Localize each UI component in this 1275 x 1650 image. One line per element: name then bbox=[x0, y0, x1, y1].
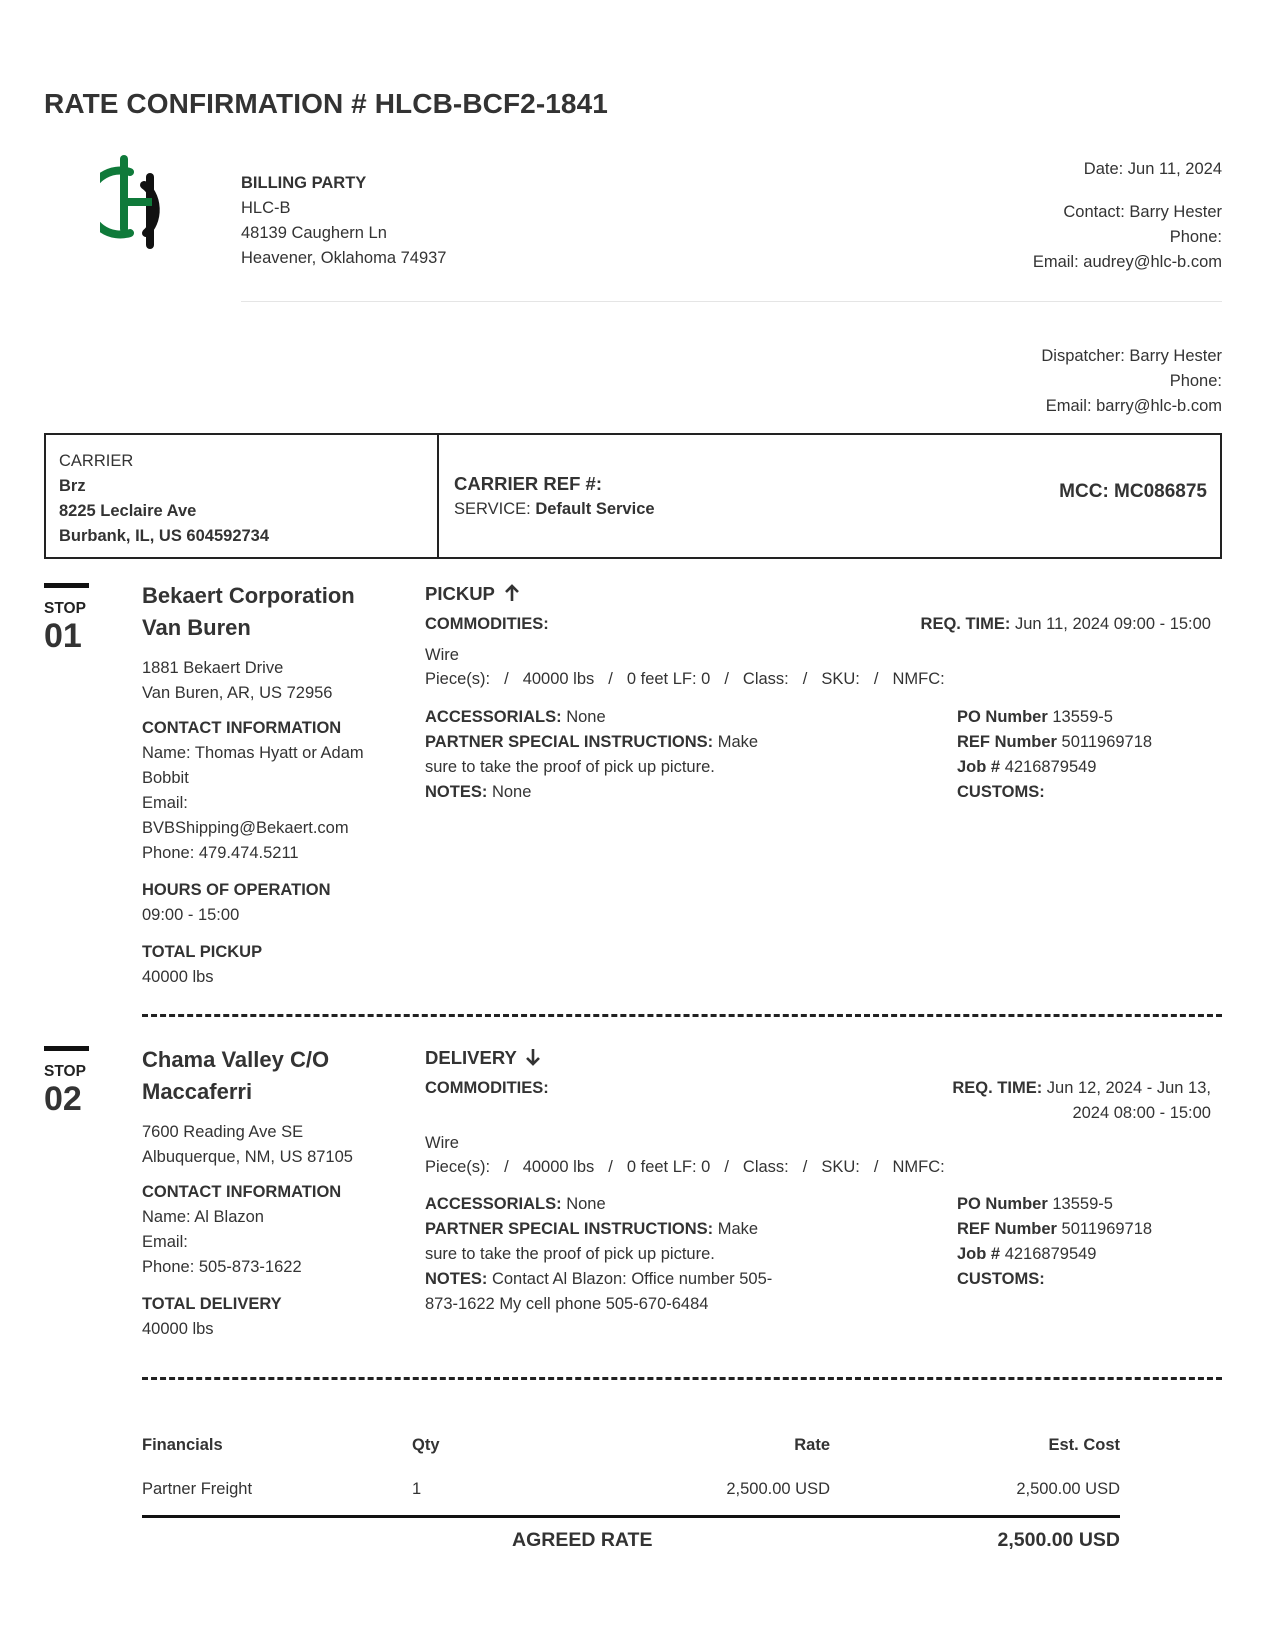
commodities-label: COMMODITIES: bbox=[425, 615, 549, 633]
req-time bbox=[921, 612, 1211, 637]
separator: / bbox=[504, 670, 509, 688]
stop-details bbox=[425, 1192, 805, 1317]
notes-value-cont: 873-1622 My cell phone 505-670-6484 bbox=[425, 1295, 709, 1313]
hlc-logo-icon bbox=[100, 155, 180, 250]
job-value: 4216879549 bbox=[1004, 1245, 1097, 1263]
stop-location bbox=[142, 1044, 392, 1342]
contact-heading: CONTACT INFORMATION bbox=[142, 719, 342, 737]
billing-heading: BILLING PARTY bbox=[241, 174, 367, 192]
billing-address-line1: 48139 Caughern Ln bbox=[241, 224, 387, 242]
job-label: Job # bbox=[957, 1245, 1001, 1263]
commodity-name: Wire bbox=[425, 1134, 459, 1152]
ref-value: 5011969718 bbox=[1061, 1220, 1153, 1238]
req-time bbox=[952, 1076, 1211, 1126]
dispatcher-email: Email: barry@hlc-b.com bbox=[1045, 397, 1222, 415]
po-label: PO Number bbox=[957, 708, 1048, 726]
stop-type-label: DELIVERY bbox=[425, 1047, 517, 1068]
job-value: 4216879549 bbox=[1004, 758, 1097, 776]
line-item-qty: 1 bbox=[412, 1480, 422, 1498]
accessorials-value: None bbox=[566, 708, 606, 726]
qty-header: Qty bbox=[412, 1436, 440, 1454]
accessorials-label: ACCESSORIALS: bbox=[425, 1195, 562, 1213]
separator: / bbox=[873, 1158, 879, 1176]
notes-label: NOTES: bbox=[425, 1270, 488, 1288]
special-instructions-value-cont: sure to take the proof of pick up picture. bbox=[425, 1245, 715, 1263]
billing-party bbox=[241, 171, 446, 271]
total-rule bbox=[142, 1515, 1120, 1518]
accessorials-label: ACCESSORIALS: bbox=[425, 708, 562, 726]
reference-numbers bbox=[957, 705, 1152, 805]
contact-name: Contact: Barry Hester bbox=[1063, 203, 1222, 221]
carrier-box bbox=[44, 433, 1222, 559]
carrier-address-line2: Burbank, IL, US 604592734 bbox=[59, 527, 270, 545]
stop-type bbox=[425, 1045, 541, 1072]
special-instructions-value: Make bbox=[717, 733, 759, 751]
stop-type-label: PICKUP bbox=[425, 583, 495, 604]
commodities-label: COMMODITIES: bbox=[425, 1079, 549, 1097]
carrier-name: Brz bbox=[59, 477, 86, 495]
req-time-label: REQ. TIME: bbox=[920, 615, 1011, 633]
pieces-field: 0 feet LF: 0 bbox=[626, 1158, 711, 1176]
mcc-number: MCC: MC086875 bbox=[1059, 481, 1207, 502]
commodity-name: Wire bbox=[425, 646, 459, 664]
stop-address-line2: Van Buren, AR, US 72956 bbox=[142, 684, 333, 702]
contact-name-line2: Bobbit bbox=[142, 769, 189, 787]
job-label: Job # bbox=[957, 758, 1001, 776]
contact-phone: Phone: 479.474.5211 bbox=[142, 844, 299, 862]
stop-name-line2: Van Buren bbox=[142, 615, 251, 640]
contact-email: Email: audrey@hlc-b.com bbox=[1032, 253, 1222, 271]
line-item-rate: 2,500.00 USD bbox=[726, 1480, 830, 1498]
stop-name-line2: Maccaferri bbox=[142, 1079, 253, 1104]
contact-email-label: Email: bbox=[142, 794, 188, 812]
contact-email-label: Email: bbox=[142, 1233, 188, 1251]
special-instructions-label: PARTNER SPECIAL INSTRUCTIONS: bbox=[425, 733, 714, 751]
stop-name-line1: Bekaert Corporation bbox=[142, 583, 355, 608]
stop-label: STOP bbox=[44, 600, 86, 617]
ref-label: REF Number bbox=[957, 733, 1057, 751]
stop-marker bbox=[44, 583, 89, 653]
special-instructions-value-cont: sure to take the proof of pick up picture. bbox=[425, 758, 715, 776]
special-instructions-value: Make bbox=[717, 1220, 759, 1238]
stop-bar bbox=[44, 583, 89, 588]
dispatcher-name: Dispatcher: Barry Hester bbox=[1041, 347, 1222, 365]
billing-address-line2: Heavener, Oklahoma 74937 bbox=[241, 249, 447, 267]
ref-value: 5011969718 bbox=[1061, 733, 1153, 751]
carrier-reference bbox=[441, 435, 1220, 557]
financials-header-row bbox=[142, 1433, 1120, 1477]
stop-address-line2: Albuquerque, NM, US 87105 bbox=[142, 1148, 353, 1166]
stop-label: STOP bbox=[44, 1063, 86, 1080]
divider bbox=[241, 301, 1222, 302]
stop-name-line1: Chama Valley C/O bbox=[142, 1047, 330, 1072]
contact-heading: CONTACT INFORMATION bbox=[142, 1183, 342, 1201]
stop-details bbox=[425, 705, 805, 805]
stop-bar bbox=[44, 1046, 89, 1051]
separator: / bbox=[724, 1158, 729, 1176]
financials-table bbox=[142, 1433, 1120, 1521]
req-time-value: Jun 11, 2024 09:00 - 15:00 bbox=[1014, 615, 1211, 633]
stop-location bbox=[142, 580, 392, 990]
special-instructions-label: PARTNER SPECIAL INSTRUCTIONS: bbox=[425, 1220, 714, 1238]
separator: / bbox=[504, 1158, 509, 1176]
carrier-label: CARRIER bbox=[59, 452, 134, 470]
pieces-line bbox=[425, 1155, 959, 1180]
req-time-label: REQ. TIME: bbox=[952, 1079, 1043, 1097]
pieces-field: NMFC: bbox=[892, 670, 945, 688]
rate-header: Rate bbox=[794, 1436, 830, 1454]
po-value: 13559-5 bbox=[1052, 708, 1113, 726]
line-item-cost: 2,500.00 USD bbox=[1016, 1480, 1120, 1498]
total-value: 40000 lbs bbox=[142, 968, 214, 986]
stop-type bbox=[425, 581, 520, 608]
service-value: Default Service bbox=[535, 500, 655, 518]
document-date: Date: Jun 11, 2024 bbox=[1083, 160, 1222, 178]
pieces-field: Piece(s): bbox=[425, 1158, 491, 1176]
separator: / bbox=[802, 670, 808, 688]
est-cost-header: Est. Cost bbox=[1048, 1436, 1120, 1454]
customs-label: CUSTOMS: bbox=[957, 1270, 1045, 1288]
stop-number: 01 bbox=[44, 617, 82, 655]
total-heading: TOTAL DELIVERY bbox=[142, 1295, 282, 1313]
page-title: RATE CONFIRMATION # HLCB-BCF2-1841 bbox=[44, 88, 608, 119]
separator: / bbox=[873, 670, 879, 688]
total-heading: TOTAL PICKUP bbox=[142, 943, 263, 961]
contact-name-line1: Name: Thomas Hyatt or Adam bbox=[142, 744, 364, 762]
pieces-field: NMFC: bbox=[892, 1158, 945, 1176]
separator: / bbox=[608, 1158, 613, 1176]
stop-number: 02 bbox=[44, 1080, 82, 1118]
stop-address-line1: 1881 Bekaert Drive bbox=[142, 659, 284, 677]
billing-name: HLC-B bbox=[241, 199, 291, 217]
separator: / bbox=[608, 670, 613, 688]
carrier-info bbox=[46, 435, 439, 557]
stop-address-line1: 7600 Reading Ave SE bbox=[142, 1123, 304, 1141]
arrow-down-icon bbox=[525, 1048, 541, 1066]
pieces-field: Class: bbox=[742, 1158, 789, 1176]
line-item-name: Partner Freight bbox=[142, 1480, 253, 1498]
carrier-ref-label: CARRIER REF #: bbox=[454, 473, 603, 494]
pieces-field: 40000 lbs bbox=[522, 670, 595, 688]
contact-email-value: BVBShipping@Bekaert.com bbox=[142, 819, 349, 837]
stop-marker bbox=[44, 1046, 89, 1116]
notes-value: None bbox=[491, 783, 532, 801]
pieces-field: SKU: bbox=[821, 670, 860, 688]
hours-value: 09:00 - 15:00 bbox=[142, 906, 240, 924]
stop-divider bbox=[142, 1377, 1222, 1380]
po-value: 13559-5 bbox=[1052, 1195, 1113, 1213]
contact-name-line1: Name: Al Blazon bbox=[142, 1208, 264, 1226]
req-time-value: Jun 12, 2024 - Jun 13, bbox=[1046, 1079, 1211, 1097]
accessorials-value: None bbox=[566, 1195, 606, 1213]
notes-label: NOTES: bbox=[425, 783, 488, 801]
req-time-value-cont: 2024 08:00 - 15:00 bbox=[1072, 1104, 1211, 1122]
customs-label: CUSTOMS: bbox=[957, 783, 1045, 801]
arrow-up-icon bbox=[504, 584, 520, 602]
pieces-field: 40000 lbs bbox=[522, 1158, 595, 1176]
pieces-field: Class: bbox=[742, 670, 789, 688]
ref-label: REF Number bbox=[957, 1220, 1057, 1238]
service-label: SERVICE: bbox=[454, 500, 531, 518]
pieces-line bbox=[425, 667, 959, 692]
carrier-address-line1: 8225 Leclaire Ave bbox=[59, 502, 197, 520]
separator: / bbox=[724, 670, 729, 688]
contact-phone: Phone: 505-873-1622 bbox=[142, 1258, 302, 1276]
separator: / bbox=[802, 1158, 808, 1176]
agreed-rate-value: 2,500.00 USD bbox=[997, 1529, 1120, 1551]
pieces-field: SKU: bbox=[821, 1158, 860, 1176]
dispatcher-phone: Phone: bbox=[1169, 372, 1222, 390]
contact-phone: Phone: bbox=[1169, 228, 1222, 246]
pieces-field: 0 feet LF: 0 bbox=[626, 670, 711, 688]
reference-numbers bbox=[957, 1192, 1152, 1292]
stop-divider bbox=[142, 1014, 1222, 1017]
agreed-rate-label: AGREED RATE bbox=[512, 1529, 653, 1551]
po-label: PO Number bbox=[957, 1195, 1048, 1213]
total-value: 40000 lbs bbox=[142, 1320, 214, 1338]
pieces-field: Piece(s): bbox=[425, 670, 491, 688]
notes-value: Contact Al Blazon: Office number 505- bbox=[491, 1270, 773, 1288]
financials-header: Financials bbox=[142, 1436, 223, 1454]
hours-heading: HOURS OF OPERATION bbox=[142, 881, 331, 899]
